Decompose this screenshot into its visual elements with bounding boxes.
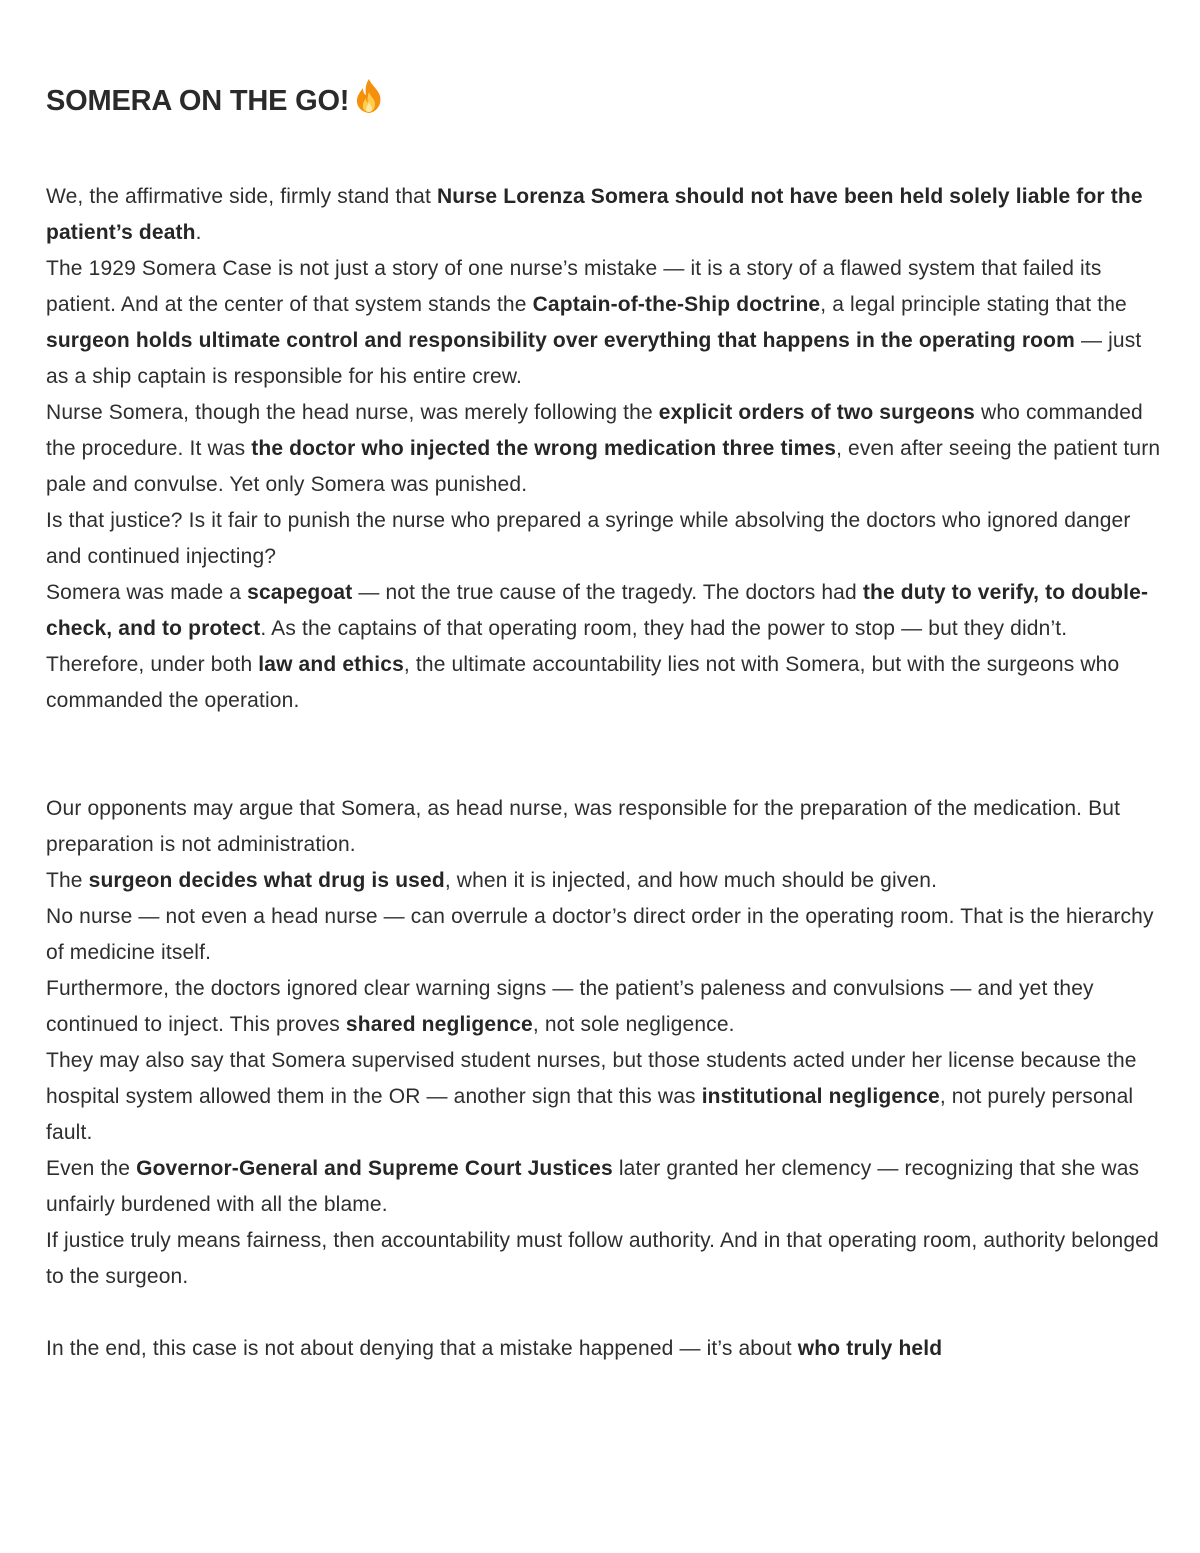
bold-text: the duty to verify, to double-check, and to protect xyxy=(46,581,1149,640)
text-run: who commanded the procedure. It was xyxy=(46,401,1143,460)
text-run: , the ultimate accountability lies not with Somera, but with the surgeons who commanded the operation. xyxy=(46,653,1120,712)
paragraph-is-that-justice xyxy=(46,503,1161,575)
text-run: Therefore, under both xyxy=(46,653,259,676)
paragraph-student-nurses xyxy=(46,1043,1161,1151)
paragraph-surgeon-decides xyxy=(46,863,1161,899)
text-run: . As the captains of that operating room, they had the power to stop — but they didn’t. xyxy=(260,617,1068,640)
text-run: , not sole negligence. xyxy=(532,1013,735,1036)
bold-text: shared negligence xyxy=(345,1013,533,1036)
text-run: , when it is injected, and how much should be given. xyxy=(444,869,938,892)
bold-text: the doctor who injected the wrong medication three times xyxy=(251,437,837,460)
bold-text: institutional negligence xyxy=(701,1085,940,1108)
text-run: Furthermore, the doctors ignored clear warning signs — the patient’s paleness and convulsions — and yet they continued to inject. This proves xyxy=(46,977,1094,1036)
document-title xyxy=(46,78,1161,127)
text-run: — just as a ship captain is responsible for his entire crew. xyxy=(46,329,1142,388)
bold-text: law and ethics xyxy=(258,653,404,676)
text-run: Our opponents may argue that Somera, as head nurse, was responsible for the preparation of the medication. But preparation is not administration. xyxy=(46,797,1121,856)
paragraph-conclusion xyxy=(46,647,1161,719)
paragraph-warning-signs xyxy=(46,971,1161,1043)
document-page xyxy=(46,78,1161,1367)
text-run: Is that justice? Is it fair to punish the nurse who prepared a syringe while absolving the doctors who ignored danger and continued injecting? xyxy=(46,509,1131,568)
bold-text: scapegoat xyxy=(247,581,353,604)
text-run: , a legal principle stating that the xyxy=(820,293,1127,316)
bold-text: who truly held xyxy=(797,1337,943,1360)
bold-text: Nurse Lorenza Somera should not have been held solely liable for the patient’s death xyxy=(46,185,1143,244)
paragraph-fairness xyxy=(46,1223,1161,1295)
section-spacer xyxy=(46,719,1161,791)
document-title-text: SOMERA ON THE GO! xyxy=(46,85,350,117)
text-run: They may also say that Somera supervised student nurses, but those students acted under her license because the hospital system allowed them in the OR — another sign that this was xyxy=(46,1049,1137,1108)
text-run: The 1929 Somera Case is not just a story of one nurse’s mistake — it is a story of a flawed system that failed its patient. And at the center of that system stands the xyxy=(46,257,1102,316)
paragraph-clemency xyxy=(46,1151,1161,1223)
text-run: later granted her clemency — recognizing that she was unfairly burdened with all the blame. xyxy=(46,1157,1140,1216)
text-run: Somera was made a xyxy=(46,581,248,604)
text-run: No nurse — not even a head nurse — can overrule a doctor’s direct order in the operating room. That is the hierarchy of medicine itself. xyxy=(46,905,1154,964)
fire-icon xyxy=(352,78,386,127)
text-run: If justice truly means fairness, then accountability must follow authority. And in that operating room, authority belonged to the surgeon. xyxy=(46,1229,1159,1288)
bold-text: surgeon decides what drug is used xyxy=(88,869,445,892)
bold-text: explicit orders of two surgeons xyxy=(658,401,976,424)
paragraph-opponents-argue xyxy=(46,791,1161,863)
bold-text: Captain-of-the-Ship doctrine xyxy=(532,293,821,316)
paragraph-affirmative-stance xyxy=(46,179,1161,251)
paragraph-scapegoat xyxy=(46,575,1161,647)
text-run: , not purely personal fault. xyxy=(46,1085,1134,1144)
paragraph-following-orders xyxy=(46,395,1161,503)
text-run: — not the true cause of the tragedy. The doctors had xyxy=(352,581,863,604)
paragraph-hierarchy xyxy=(46,899,1161,971)
section-spacer xyxy=(46,1295,1161,1331)
text-run: Even the xyxy=(46,1157,137,1180)
text-run: We, the affirmative side, firmly stand that xyxy=(46,185,437,208)
paragraph-in-the-end xyxy=(46,1331,1161,1367)
text-run: Nurse Somera, though the head nurse, was merely following the xyxy=(46,401,659,424)
text-run: , even after seeing the patient turn pale and convulse. Yet only Somera was punished. xyxy=(46,437,1161,496)
text-run: In the end, this case is not about denying that a mistake happened — it’s about xyxy=(46,1337,798,1360)
paragraph-captain-of-ship xyxy=(46,251,1161,395)
document-body xyxy=(46,179,1161,1367)
text-run: The xyxy=(46,869,89,892)
bold-text: Governor-General and Supreme Court Justices xyxy=(136,1157,613,1180)
bold-text: surgeon holds ultimate control and responsibility over everything that happens in the operating room xyxy=(46,329,1075,352)
text-run: . xyxy=(195,221,202,244)
